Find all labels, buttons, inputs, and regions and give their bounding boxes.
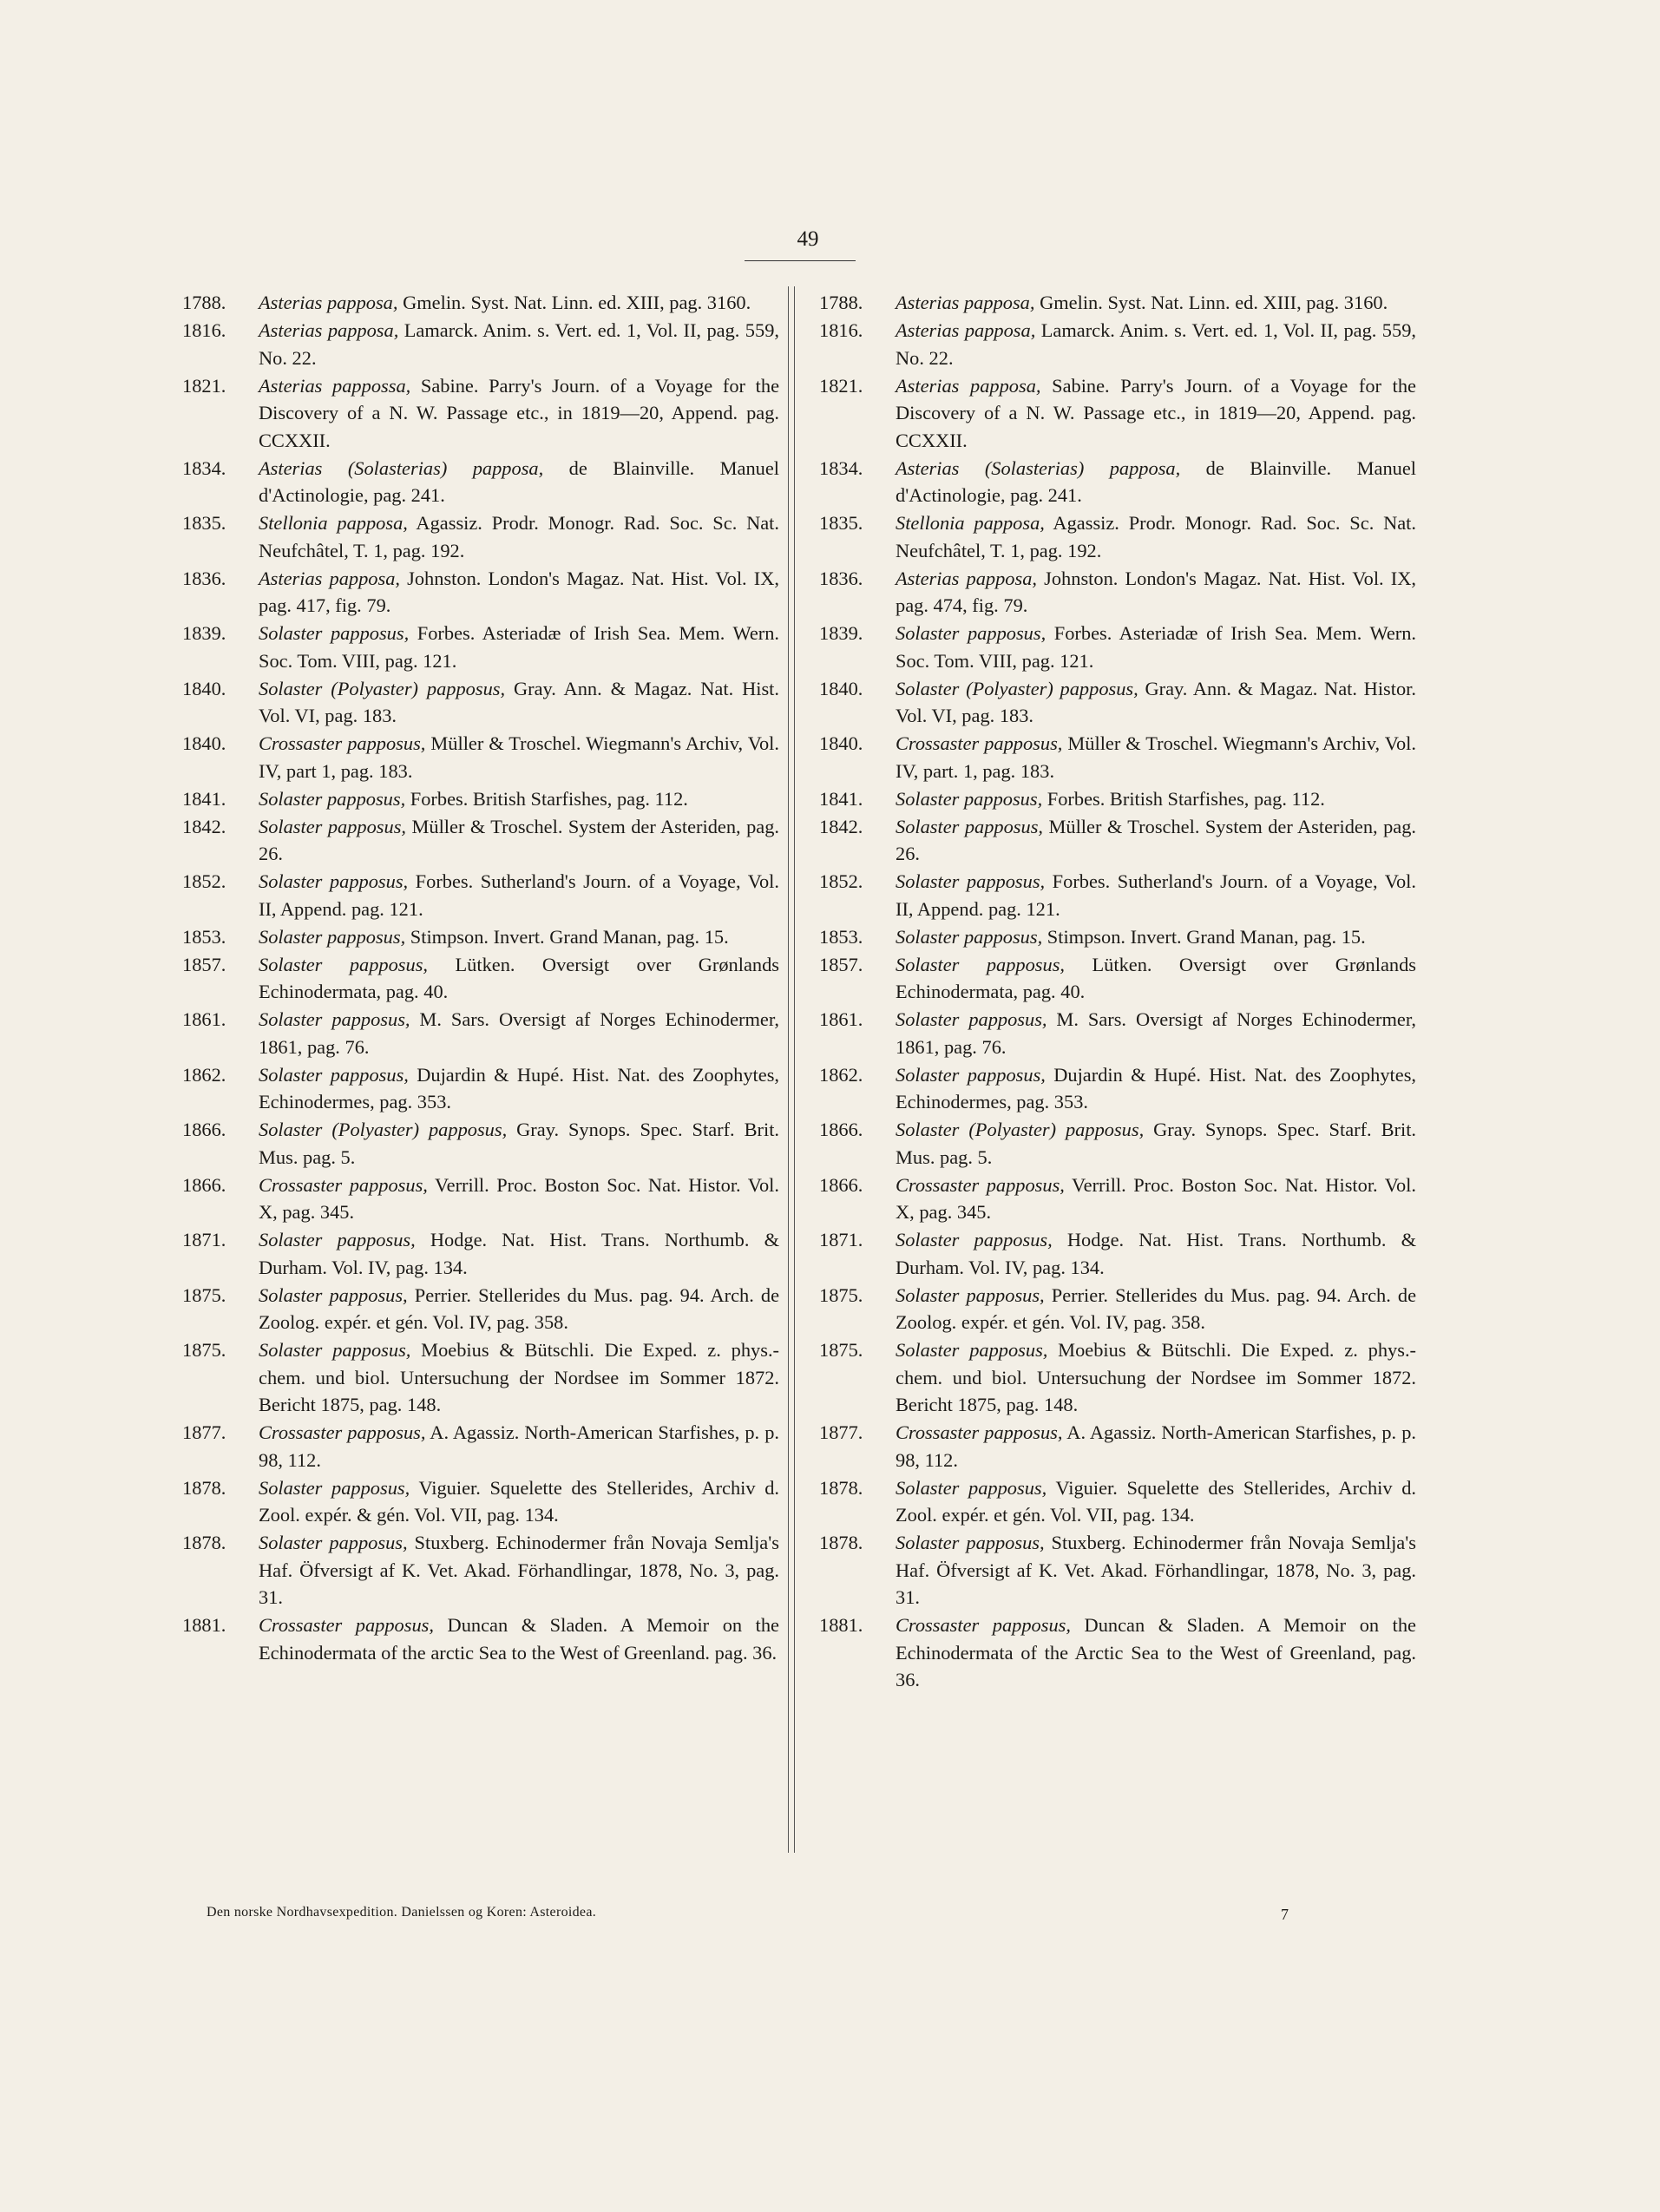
entry-year: 1821. (819, 374, 863, 397)
entry-reference: Forbes. Asteriadæ of Irish Sea. Mem. Wern. Soc. Tom. VIII, pag. 121. (259, 622, 780, 672)
entry-taxon: Crossaster papposus, (896, 1173, 1065, 1196)
entry-reference: Gmelin. Syst. Nat. Linn. ed. XIII, pag. 3160. (1034, 292, 1388, 313)
footer-signature: 7 (1281, 1906, 1289, 1923)
entry-year: 1839. (182, 622, 226, 644)
entry-taxon: Solaster papposus, (896, 870, 1046, 892)
entry-taxon: Solaster papposus, (259, 815, 407, 837)
synonymy-entry (819, 1419, 1416, 1474)
entry-year: 1834. (182, 456, 226, 479)
entry-reference: Lütken. Oversigt over Grønlands Echinodermata, pag. 40. (259, 953, 779, 1002)
entry-year: 1836. (182, 567, 226, 589)
entry-reference: Sabine. Parry's Journ. of a Voyage for the Discovery of a N. W. Passage etc., in 1819—20, Append. pag. CCXXII. (896, 374, 1416, 451)
entry-year: 1878. (819, 1532, 863, 1553)
entry-year: 1877. (182, 1421, 226, 1443)
entry-taxon: Solaster papposus, (896, 1229, 1053, 1250)
entry-reference: Gmelin. Syst. Nat. Linn. ed. XIII, pag. 3160. (397, 292, 751, 313)
entry-reference: Forbes. British Starfishes, pag. 112. (405, 787, 688, 810)
synonymy-entry (819, 455, 1416, 509)
entry-year: 1878. (182, 1532, 226, 1553)
synonymy-entry (819, 951, 1416, 1006)
synonymy-entry (182, 1061, 779, 1116)
synonymy-entry (819, 1061, 1416, 1116)
synonymy-entry (819, 1611, 1416, 1694)
entry-taxon: Solaster papposus, (259, 787, 406, 810)
entry-taxon: Solaster papposus, (259, 1063, 409, 1086)
entry-taxon: Solaster papposus, (896, 787, 1043, 810)
entry-reference: Forbes. Sutherland's Journ. of a Voyage, Vol. II, Append. pag. 121. (259, 870, 780, 920)
entry-year: 1835. (819, 512, 863, 534)
entry-year: 1840. (819, 732, 863, 754)
entry-taxon: Solaster papposus, (896, 815, 1044, 837)
entry-taxon: Solaster papposus, (259, 1476, 410, 1499)
entry-taxon: Solaster papposus, (896, 953, 1066, 975)
entry-taxon: Asterias papposa, (259, 319, 399, 341)
entry-year: 1881. (819, 1614, 863, 1636)
synonymy-entry (819, 1116, 1416, 1171)
synonymy-entry (819, 317, 1416, 371)
synonymy-entry (182, 289, 779, 317)
entry-reference: Müller & Troschel. Wiegmann's Archiv, Vol. IV, part. 1, pag. 183. (896, 732, 1417, 782)
synonymy-entry (182, 1006, 779, 1060)
entry-reference: Forbes. British Starfishes, pag. 112. (1042, 787, 1325, 810)
synonymy-entry (819, 785, 1416, 813)
entry-year: 1841. (182, 787, 226, 810)
entry-reference: Stimpson. Invert. Grand Manan, pag. 15. (1042, 925, 1366, 948)
entry-taxon: Crossaster papposus, (259, 1614, 434, 1636)
entry-year: 1839. (819, 622, 863, 644)
entry-reference: Duncan & Sladen. A Memoir on the Echinodermata of the arctic Sea to the West of Greenland. pag. 36. (259, 1614, 779, 1664)
entry-year: 1877. (819, 1421, 863, 1443)
entry-reference: A. Agassiz. North-American Starfishes, p. p. 98, 112. (896, 1421, 1416, 1471)
entry-year: 1836. (819, 567, 863, 589)
entry-reference: Forbes. Sutherland's Journ. of a Voyage, Vol. II, Append. pag. 121. (896, 870, 1417, 920)
synonymy-entry (182, 565, 779, 620)
entry-year: 1878. (182, 1476, 226, 1499)
entry-year: 1821. (182, 374, 226, 397)
synonymy-entry (819, 620, 1416, 674)
footer-imprint: Den norske Nordhavsexpedition. Danielssen og Koren: Asteroidea. (207, 1905, 597, 1920)
entry-taxon: Crossaster papposus, (896, 1421, 1063, 1443)
entry-reference: Stuxberg. Echinodermer från Novaja Semlja's Haf. Öfversigt af K. Vet. Akad. Förhandlingar, 1878, No. 3, pag. 31. (259, 1532, 779, 1608)
entry-year: 1788. (819, 292, 863, 313)
entry-reference: Stimpson. Invert. Grand Manan, pag. 15. (405, 925, 729, 948)
entry-reference: Lamarck. Anim. s. Vert. ed. 1, Vol. II, pag. 559, No. 22. (259, 319, 779, 369)
entry-taxon: Crossaster papposus, (259, 1173, 428, 1196)
synonymy-entry (819, 1336, 1416, 1419)
entry-taxon: Crossaster papposus, (259, 1421, 426, 1443)
entry-year: 1841. (819, 787, 863, 810)
entry-reference: M. Sars. Oversigt af Norges Echinodermer, 1861, pag. 76. (896, 1008, 1416, 1058)
entry-year: 1871. (819, 1229, 863, 1250)
synonymy-entry (819, 868, 1416, 922)
entry-taxon: Solaster (Polyaster) papposus, (896, 1119, 1145, 1140)
entry-year: 1834. (819, 456, 863, 479)
entry-reference: Moebius & Bütschli. Die Exped. z. phys.-chem. und biol. Untersuchung der Nordsee im Sommer 1872. Bericht 1875, pag. 148. (896, 1339, 1416, 1415)
entry-year: 1788. (182, 292, 226, 313)
entry-reference: Moebius & Bütschli. Die Exped. z. phys.-chem. und biol. Untersuchung der Nordsee im Sommer 1872. Bericht 1875, pag. 148. (259, 1339, 779, 1415)
entry-taxon: Solaster papposus, (896, 1008, 1047, 1030)
left-column (182, 289, 779, 1667)
entry-taxon: Solaster papposus, (259, 953, 429, 975)
entry-reference: Müller & Troschel. System der Asteriden, pag. 26. (259, 815, 779, 864)
entry-taxon: Solaster papposus, (259, 870, 409, 892)
entry-taxon: Solaster papposus, (896, 622, 1047, 644)
entry-taxon: Solaster papposus, (896, 1063, 1046, 1086)
synonymy-entry (182, 1336, 779, 1419)
entry-year: 1866. (182, 1173, 226, 1196)
entry-reference: Gray. Ann. & Magaz. Nat. Hist. Vol. VI, pag. 183. (259, 677, 779, 726)
entry-year: 1861. (182, 1008, 226, 1030)
entry-reference: Viguier. Squelette des Stellerides, Archiv d. Zool. expér. et gén. Vol. VII, pag. 134. (896, 1476, 1416, 1526)
synonymy-entry (182, 1419, 779, 1474)
entry-taxon: Asterias pappossa, (259, 374, 411, 397)
entry-reference: Hodge. Nat. Hist. Trans. Northumb. & Durham. Vol. IV, pag. 134. (259, 1229, 780, 1278)
entry-year: 1853. (819, 925, 863, 948)
entry-taxon: Crossaster papposus, (896, 1614, 1071, 1636)
entry-year: 1861. (819, 1008, 863, 1030)
entry-year: 1857. (182, 953, 226, 975)
synonymy-entry (182, 317, 779, 371)
entry-taxon: Solaster papposus, (259, 1229, 416, 1250)
entry-taxon: Solaster papposus, (259, 1283, 408, 1306)
entry-year: 1881. (182, 1614, 226, 1636)
entry-year: 1835. (182, 512, 226, 534)
synonymy-entry (819, 509, 1416, 564)
entry-taxon: Solaster papposus, (896, 1283, 1045, 1306)
entry-reference: Gray. Synops. Spec. Starf. Brit. Mus. pag. 5. (259, 1119, 780, 1168)
entry-year: 1842. (182, 815, 226, 837)
entry-reference: Perrier. Stellerides du Mus. pag. 94. Arch. de Zoolog. expér. et gén. Vol. IV, pag. 358. (896, 1283, 1417, 1333)
entry-taxon: Solaster papposus, (896, 925, 1043, 948)
entry-reference: M. Sars. Oversigt af Norges Echinodermer, 1861, pag. 76. (259, 1008, 779, 1058)
entry-taxon: Solaster papposus, (896, 1339, 1048, 1361)
entry-taxon: Solaster (Polyaster) papposus, (896, 677, 1138, 699)
synonymy-entry (182, 455, 779, 509)
entry-taxon: Asterias papposa, (896, 319, 1036, 341)
entry-year: 1866. (819, 1119, 863, 1140)
entry-reference: Verrill. Proc. Boston Soc. Nat. Histor. Vol. X, pag. 345. (259, 1173, 779, 1223)
synonymy-entry (182, 868, 779, 922)
entry-year: 1875. (182, 1283, 226, 1306)
entry-year: 1857. (819, 953, 863, 975)
page-number: 49 (797, 227, 819, 251)
entry-taxon: Stellonia papposa, (259, 512, 408, 534)
synonymy-entry (819, 1529, 1416, 1611)
synonymy-entry (819, 1282, 1416, 1336)
entry-reference: Lamarck. Anim. s. Vert. ed. 1, Vol. II, pag. 559, No. 22. (896, 319, 1416, 369)
entry-year: 1852. (182, 870, 226, 892)
synonymy-entry (182, 1226, 779, 1281)
entry-reference: A. Agassiz. North-American Starfishes, p. p. 98, 112. (259, 1421, 779, 1471)
synonymy-entry (182, 1529, 779, 1611)
right-column (819, 289, 1416, 1694)
entry-reference: de Blainville. Manuel d'Actinologie, pag. 241. (896, 456, 1416, 506)
entry-year: 1875. (819, 1339, 863, 1361)
entry-reference: Gray. Ann. & Magaz. Nat. Histor. Vol. VI, pag. 183. (896, 677, 1416, 726)
entry-taxon: Solaster papposus, (259, 1008, 410, 1030)
entry-reference: Johnston. London's Magaz. Nat. Hist. Vol. IX, pag. 417, fig. 79. (259, 567, 779, 616)
entry-taxon: Solaster papposus, (896, 1532, 1045, 1553)
entry-taxon: Solaster papposus, (259, 1339, 411, 1361)
synonymy-entry (819, 372, 1416, 455)
entry-taxon: Asterias papposa, (259, 292, 398, 313)
synonymy-entry (182, 951, 779, 1006)
page-number-rule (745, 260, 856, 261)
entry-year: 1853. (182, 925, 226, 948)
synonymy-entry (819, 565, 1416, 620)
entry-reference: Duncan & Sladen. A Memoir on the Echinodermata of the Arctic Sea to the West of Greenland, pag. 36. (896, 1614, 1416, 1690)
entry-reference: Forbes. Asteriadæ of Irish Sea. Mem. Wern. Soc. Tom. VIII, pag. 121. (896, 622, 1417, 672)
synonymy-entry (182, 509, 779, 564)
entry-reference: Agassiz. Prodr. Monogr. Rad. Soc. Sc. Nat. Neufchâtel, T. 1, pag. 192. (259, 512, 779, 561)
entry-year: 1840. (182, 732, 226, 754)
entry-taxon: Solaster (Polyaster) papposus, (259, 677, 506, 699)
entry-reference: Stuxberg. Echinodermer från Novaja Semlja's Haf. Öfversigt af K. Vet. Akad. Förhandlingar, 1878, No. 3, pag. 31. (896, 1532, 1416, 1608)
entry-reference: de Blainville. Manuel d'Actinologie, pag. 241. (259, 456, 779, 506)
synonymy-entry (182, 372, 779, 455)
entry-reference: Gray. Synops. Spec. Starf. Brit. Mus. pag. 5. (896, 1119, 1417, 1168)
synonymy-entry (819, 813, 1416, 868)
entry-reference: Dujardin & Hupé. Hist. Nat. des Zoophytes, Echinodermes, pag. 353. (896, 1063, 1417, 1113)
entry-year: 1871. (182, 1229, 226, 1250)
entry-reference: Perrier. Stellerides du Mus. pag. 94. Arch. de Zoolog. expér. et gén. Vol. IV, pag. 358. (259, 1283, 780, 1333)
entry-year: 1866. (182, 1119, 226, 1140)
entry-taxon: Crossaster papposus, (259, 732, 426, 754)
entry-taxon: Solaster papposus, (259, 1532, 408, 1553)
synonymy-entry (819, 675, 1416, 730)
synonymy-entry (182, 1282, 779, 1336)
entry-year: 1840. (182, 677, 226, 699)
synonymy-entry (819, 1474, 1416, 1529)
synonymy-entry (819, 1172, 1416, 1226)
entry-reference: Verrill. Proc. Boston Soc. Nat. Histor. Vol. X, pag. 345. (896, 1173, 1416, 1223)
entry-year: 1878. (819, 1476, 863, 1499)
entry-taxon: Asterias papposa, (896, 374, 1041, 397)
synonymy-entry (182, 675, 779, 730)
synonymy-entry (182, 730, 779, 784)
synonymy-entry (819, 923, 1416, 951)
synonymy-entry (182, 785, 779, 813)
synonymy-entry (182, 1116, 779, 1171)
entry-year: 1842. (819, 815, 863, 837)
entry-reference: Müller & Troschel. System der Asteriden, pag. 26. (896, 815, 1416, 864)
entry-taxon: Asterias papposa, (896, 292, 1035, 313)
entry-taxon: Solaster papposus, (259, 925, 406, 948)
entry-taxon: Solaster (Polyaster) papposus, (259, 1119, 508, 1140)
entry-taxon: Asterias (Solasterias) papposa, (259, 456, 544, 479)
entry-year: 1862. (182, 1063, 226, 1086)
entry-year: 1816. (182, 319, 226, 341)
entry-taxon: Solaster papposus, (896, 1476, 1047, 1499)
entry-year: 1852. (819, 870, 863, 892)
entry-reference: Sabine. Parry's Journ. of a Voyage for the Discovery of a N. W. Passage etc., in 1819—20, Append. pag. CCXXII. (259, 374, 780, 451)
entry-reference: Viguier. Squelette des Stellerides, Archiv d. Zool. expér. & gén. Vol. VII, pag. 134. (259, 1476, 779, 1526)
synonymy-entry (182, 923, 779, 951)
synonymy-entry (182, 620, 779, 674)
entry-reference: Müller & Troschel. Wiegmann's Archiv, Vol. IV, part 1, pag. 183. (259, 732, 780, 782)
synonymy-entry (182, 813, 779, 868)
entry-year: 1875. (819, 1283, 863, 1306)
synonymy-entry (819, 730, 1416, 784)
entry-reference: Lütken. Oversigt over Grønlands Echinodermata, pag. 40. (896, 953, 1416, 1002)
entry-reference: Hodge. Nat. Hist. Trans. Northumb. & Durham. Vol. IV, pag. 134. (896, 1229, 1417, 1278)
synonymy-entry (182, 1474, 779, 1529)
entry-taxon: Solaster papposus, (259, 622, 410, 644)
entry-reference: Dujardin & Hupé. Hist. Nat. des Zoophytes, Echinodermes, pag. 353. (259, 1063, 780, 1113)
entry-taxon: Asterias (Solasterias) papposa, (896, 456, 1181, 479)
entry-year: 1816. (819, 319, 863, 341)
column-divider (788, 286, 795, 1853)
entry-taxon: Asterias papposa, (896, 567, 1038, 589)
entry-taxon: Asterias papposa, (259, 567, 401, 589)
entry-year: 1875. (182, 1339, 226, 1361)
synonymy-entry (182, 1172, 779, 1226)
synonymy-entry (819, 1006, 1416, 1060)
entry-taxon: Stellonia papposa, (896, 512, 1045, 534)
entry-year: 1862. (819, 1063, 863, 1086)
synonymy-entry (819, 289, 1416, 317)
entry-reference: Johnston. London's Magaz. Nat. Hist. Vol. IX, pag. 474, fig. 79. (896, 567, 1416, 616)
entry-reference: Agassiz. Prodr. Monogr. Rad. Soc. Sc. Nat. Neufchâtel, T. 1, pag. 192. (896, 512, 1416, 561)
synonymy-entry (819, 1226, 1416, 1281)
entry-taxon: Crossaster papposus, (896, 732, 1063, 754)
entry-year: 1866. (819, 1173, 863, 1196)
synonymy-entry (182, 1611, 779, 1666)
entry-year: 1840. (819, 677, 863, 699)
